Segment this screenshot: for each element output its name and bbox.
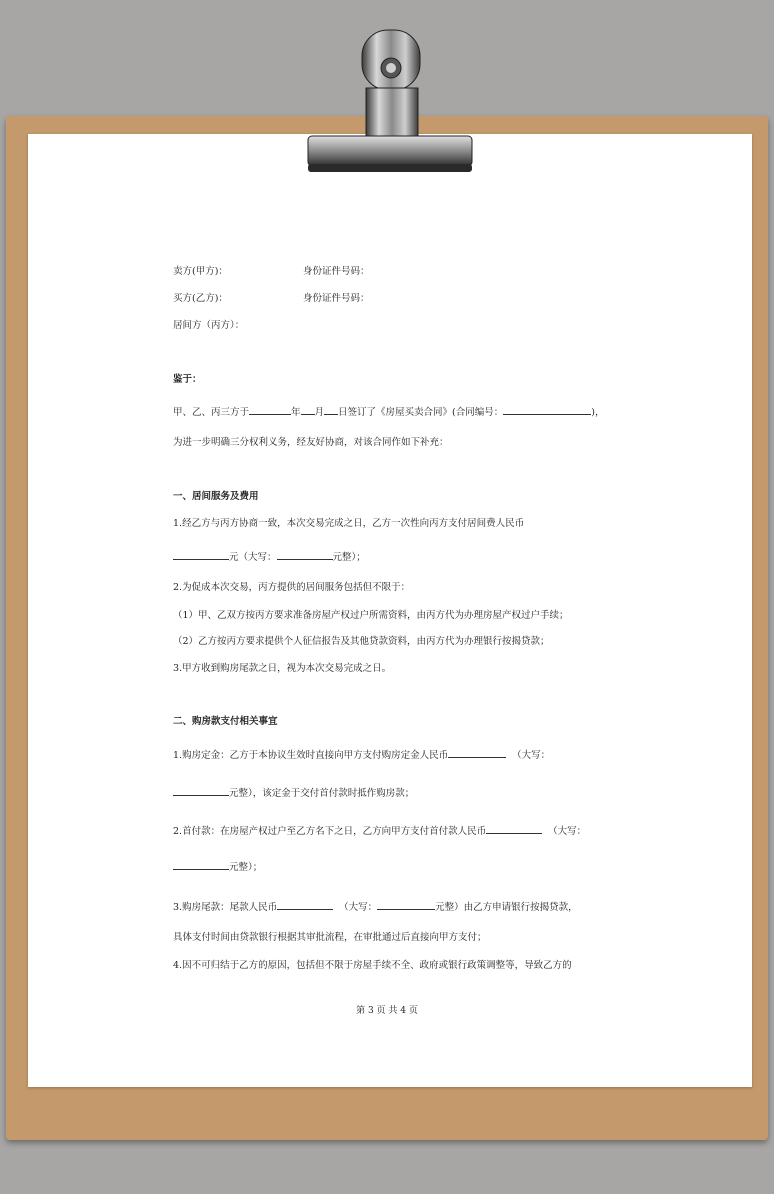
deposit-blank: [448, 748, 506, 758]
buyer-row: [173, 293, 370, 304]
preamble-text: 年: [291, 407, 301, 418]
seller-label: 卖方(甲方)：: [173, 266, 228, 277]
agent-label: 居间方（丙方）：: [173, 320, 245, 331]
section-text: 元整）由乙方申请银行按揭贷款，: [435, 902, 578, 913]
final-payment-words-blank: [377, 900, 435, 910]
contract-number-blank: [503, 405, 591, 415]
preamble-heading: 鉴于：: [173, 374, 202, 385]
section-text: 元整）；: [229, 862, 263, 873]
preamble-text: )，: [591, 407, 605, 418]
section-text: 元整）；: [332, 552, 366, 563]
month-blank: [301, 405, 315, 415]
section-1-item-2: 2.为促成本次交易，丙方提供的居间服务包括但不限于：: [173, 582, 411, 593]
section-2-item-3: [173, 900, 578, 913]
section-text: 2.首付款：在房屋产权过户至乙方名下之日，乙方向甲方支付首付款人民币: [173, 826, 487, 837]
seller-id-label: 身份证件号码：: [303, 266, 370, 277]
section-1-item-1: 1.经乙方与丙方协商一致，本次交易完成之日，乙方一次性向丙方支付居间费人民币: [173, 518, 525, 529]
section-1-item-3: 3.甲方收到购房尾款之日，视为本次交易完成之日。: [173, 663, 392, 674]
deposit-words-blank: [173, 786, 229, 796]
buyer-label: 买方(乙方)：: [173, 293, 228, 304]
section-text: 3.购房尾款：尾款人民币: [173, 902, 278, 913]
section-2-item-4: 4.因不可归结于乙方的原因，包括但不限于房屋手续不全、政府或银行政策调整等，导致乙方的: [173, 960, 572, 971]
section-1-item-2-1: （1）甲、乙双方按丙方要求准备房屋产权过户所需资料，由丙方代为办理房屋产权过户手续；: [173, 610, 569, 621]
preamble-text: 月: [314, 407, 325, 418]
seller-row: [173, 266, 370, 277]
section-1-heading: 一、居间服务及费用: [173, 491, 259, 502]
down-payment-blank: [486, 824, 542, 834]
preamble-text: 甲、乙、丙三方于: [173, 407, 250, 418]
section-text: 元（大写：: [229, 552, 277, 563]
preamble-text: 日签订了《房屋买卖合同》(合同编号：: [338, 407, 504, 418]
binder-clip-icon: [300, 28, 478, 178]
section-2-item-1: [173, 748, 550, 761]
section-2-item-2: [173, 824, 586, 837]
section-2-item-3-cont: 具体支付时间由贷款银行根据其审批流程，在审批通过后直接向甲方支付；: [173, 932, 487, 943]
down-payment-words-blank: [173, 860, 229, 870]
year-blank: [249, 405, 291, 415]
final-payment-blank: [277, 900, 333, 910]
page-number: 第 3 页 共 4 页: [356, 1006, 418, 1016]
section-1-item-1-amount: [173, 550, 366, 563]
preamble-line-2: 为进一步明确三分权利义务，经友好协商，对该合同作如下补充：: [173, 437, 449, 448]
fee-blank: [173, 550, 229, 560]
section-text: （大写：: [548, 826, 587, 837]
section-2-item-1-cont: [173, 786, 414, 799]
section-1-item-2-2: （2）乙方按丙方要求提供个人征信报告及其他贷款资料，由丙方代为办理银行按揭贷款；: [173, 636, 550, 647]
section-2-heading: 二、购房款支付相关事宜: [173, 716, 278, 727]
section-text: 元整），该定金于交付首付款时抵作购房款；: [229, 788, 415, 799]
fee-words-blank: [277, 550, 333, 560]
section-text: （大写：: [512, 750, 551, 761]
section-text: 1.购房定金：乙方于本协议生效时直接向甲方支付购房定金人民币: [173, 750, 449, 761]
day-blank: [324, 405, 338, 415]
preamble-line-1: [173, 405, 604, 418]
section-text: （大写：: [339, 902, 378, 913]
section-2-item-2-cont: [173, 860, 262, 873]
buyer-id-label: 身份证件号码：: [303, 293, 370, 304]
